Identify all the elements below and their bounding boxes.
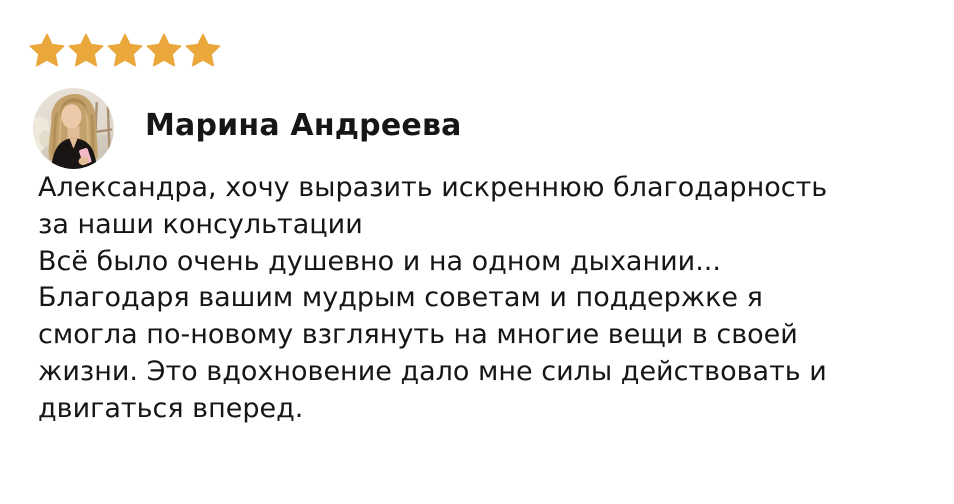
reviewer-photo (33, 88, 114, 169)
review-text (38, 170, 918, 428)
review-text-line: смогла по-новому взглянуть на многие вещи в своей (38, 319, 798, 351)
star-icon (184, 33, 222, 68)
review-text-line: Всё было очень душевно и на одном дыхании... (38, 245, 721, 277)
star-icon (145, 33, 183, 68)
star-icon (67, 33, 105, 68)
star-icon (106, 33, 144, 68)
star-rating (28, 33, 222, 68)
reviewer-name: Марина Андреева (145, 108, 462, 143)
review-text-line: жизни. Это вдохновение дало мне силы действовать и (38, 355, 827, 387)
star-icon (28, 33, 66, 68)
review-text-line: Благодаря вашим мудрым советам и поддержке я (38, 282, 763, 314)
review-text-line: двигаться вперед. (38, 392, 304, 424)
avatar (33, 88, 114, 169)
review-text-line: за наши консультации (38, 208, 363, 240)
review-text-line: Александра, хочу выразить искреннюю благодарность (38, 172, 828, 203)
